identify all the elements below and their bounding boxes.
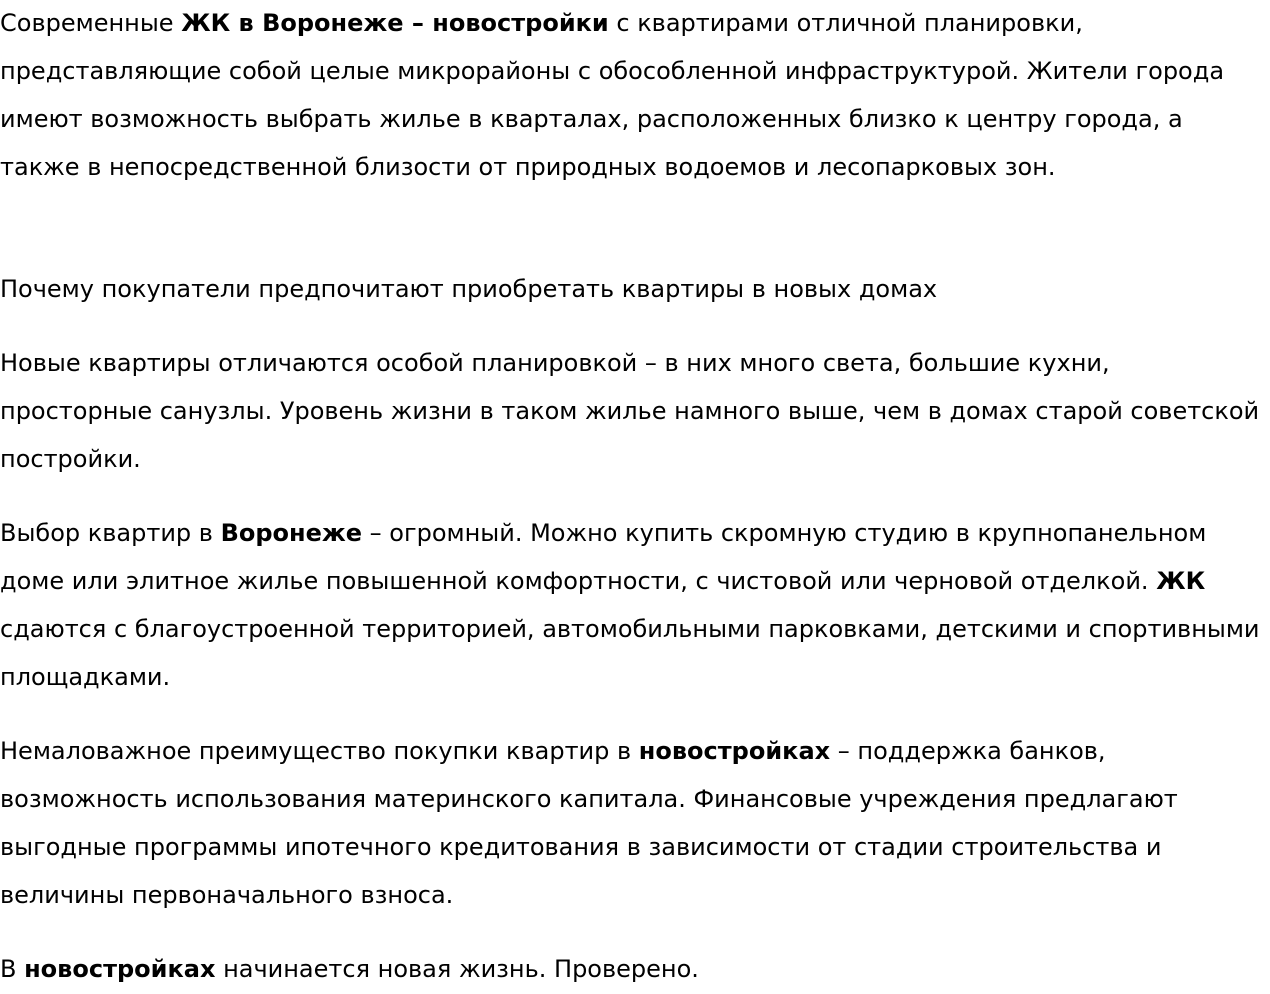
text-span: В <box>0 955 25 983</box>
text-span: – поддержка банков, возможность использования материнского капитала. Финансовые учреждения предлагают выгодные программы ипотечного кредитования в зависимости от стадии строительства и величины первоначального взноса. <box>0 737 1178 909</box>
text-span: Выбор квартир в <box>0 519 221 547</box>
bold-keyword-zhk-voronezh: ЖК в Воронеже – новостройки <box>181 9 609 37</box>
bold-keyword-zhk: ЖК <box>1156 567 1206 595</box>
layout-paragraph <box>0 339 1262 483</box>
choice-paragraph <box>0 509 1262 701</box>
text-span: Почему покупатели предпочитают приобретать квартиры в новых домах <box>0 275 938 303</box>
text-span: Современные <box>0 9 182 37</box>
text-span: с квартирами отличной планировки, представляющие собой целые микрорайоны с обособленной инфраструктурой. Жители города имеют возможность выбрать жилье в кварталах, расположенных близко к центру города, а также в непосредственной близости от природных водоемов и лесопарковых зон. <box>0 9 1225 181</box>
bold-keyword-novostroykah: новостройках <box>24 955 216 983</box>
closing-paragraph <box>0 945 1262 993</box>
text-span: начинается новая жизнь. Проверено. <box>215 955 699 983</box>
text-span: сдаются с благоустроенной территорией, автомобильными парковками, детскими и спортивными площадками. <box>0 615 1260 691</box>
intro-paragraph <box>0 0 1262 191</box>
section-heading-paragraph <box>0 265 1262 313</box>
text-span: Немаловажное преимущество покупки квартир в <box>0 737 639 765</box>
text-span: Новые квартиры отличаются особой планировкой – в них много света, большие кухни, просторные санузлы. Уровень жизни в таком жилье намного выше, чем в домах старой советской постройки. <box>0 349 1260 473</box>
bold-keyword-novostroykah: новостройках <box>638 737 831 765</box>
bold-keyword-voronezh: Воронеже <box>220 519 363 547</box>
bank-support-paragraph <box>0 727 1262 919</box>
text-span: – огромный. Можно купить скромную студию в крупнопанельном доме или элитное жилье повышенной комфортности, с чистовой или черновой отделкой. <box>0 519 1207 595</box>
